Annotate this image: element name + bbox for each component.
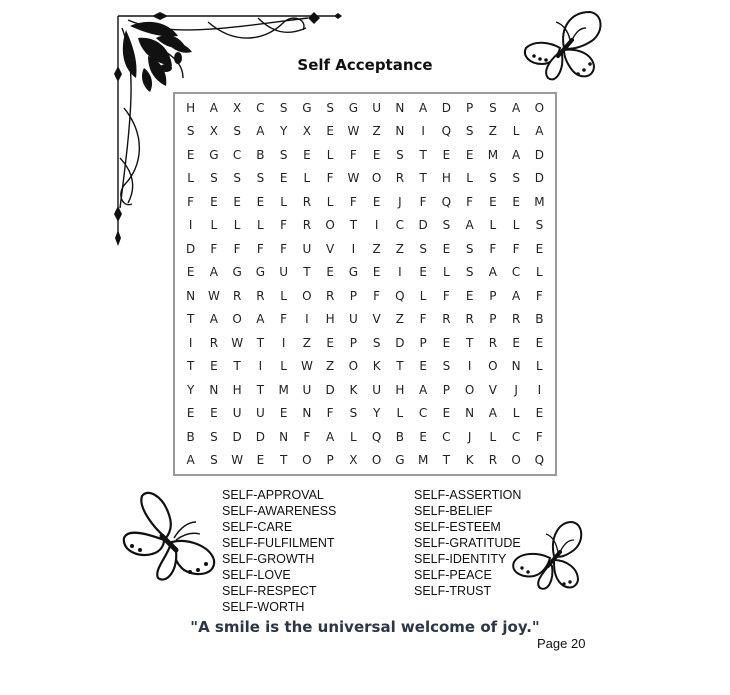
grid-letter-cell: A [256, 124, 265, 139]
grid-letter-cell: N [209, 382, 219, 397]
grid-letter-cell: L [303, 171, 311, 186]
grid-letter-cell: P [489, 288, 497, 303]
grid-letter-cell: R [511, 312, 521, 327]
grid-letter-cell: S [186, 124, 195, 139]
word-list-item: SELF-PEACE [414, 568, 492, 582]
grid-letter-cell: S [535, 218, 544, 233]
grid-letter-cell: T [419, 147, 427, 162]
grid-letter-cell: I [281, 335, 286, 350]
grid-letter-cell: W [300, 359, 313, 374]
grid-letter-cell: S [349, 406, 358, 421]
grid-letter-cell: F [466, 194, 474, 209]
grid-letter-cell: T [419, 171, 427, 186]
grid-letter-cell: F [326, 171, 334, 186]
grid-letter-cell: E [256, 453, 265, 468]
grid-letter-cell: A [535, 124, 544, 139]
grid-letter-cell: S [396, 147, 404, 162]
grid-letter-cell: F [187, 194, 195, 209]
grid-letter-cell: G [232, 265, 242, 280]
grid-letter-cell: A [209, 100, 218, 115]
grid-letter-cell: U [372, 382, 382, 397]
grid-letter-cell: G [302, 100, 312, 115]
word-list-item: SELF-BELIEF [414, 504, 493, 518]
word-list-item: SELF-LOVE [222, 568, 291, 582]
grid-letter-cell: U [302, 241, 312, 256]
word-list-item: SELF-CARE [222, 520, 293, 534]
grid-letter-cell: I [374, 218, 379, 233]
grid-letter-cell: C [511, 429, 521, 444]
grid-letter-cell: E [442, 147, 451, 162]
grid-letter-cell: P [326, 453, 334, 468]
grid-letter-cell: U [302, 382, 312, 397]
grid-letter-cell: D [325, 382, 335, 397]
grid-letter-cell: W [231, 335, 244, 350]
word-list-item: SELF-APPROVAL [222, 488, 324, 502]
grid-letter-cell: V [326, 241, 335, 256]
grid-letter-cell: B [186, 429, 195, 444]
butterfly-illustration-top [520, 8, 606, 88]
grid-letter-cell: I [421, 124, 425, 139]
grid-letter-cell: N [511, 359, 521, 374]
grid-letter-cell: W [207, 288, 220, 303]
grid-letter-cell: P [466, 100, 474, 115]
grid-letter-cell: Q [395, 288, 405, 303]
grid-letter-cell: F [256, 241, 264, 256]
grid-letter-cell: K [372, 359, 381, 374]
grid-letter-cell: N [395, 100, 405, 115]
grid-letter-cell: C [442, 429, 451, 444]
grid-letter-cell: W [347, 171, 360, 186]
grid-letter-cell: R [209, 335, 219, 350]
word-list-left [222, 487, 336, 615]
grid-letter-cell: M [278, 382, 289, 397]
grid-letter-cell: E [326, 265, 334, 280]
grid-letter-cell: L [512, 406, 520, 421]
grid-letter-cell: F [535, 288, 543, 303]
grid-letter-cell: E [372, 147, 381, 162]
grid-letter-cell: E [419, 265, 427, 280]
grid-letter-cell: U [232, 406, 242, 421]
grid-letter-cell: S [465, 124, 474, 139]
grid-letter-cell: I [258, 359, 263, 374]
grid-letter-cell: E [256, 194, 265, 209]
grid-letter-cell: F [442, 288, 450, 303]
grid-letter-cell: R [302, 194, 312, 209]
grid-letter-cell: E [279, 171, 288, 186]
grid-letter-cell: E [512, 335, 520, 350]
grid-letter-cell: E [442, 241, 451, 256]
grid-letter-cell: F [373, 288, 381, 303]
grid-letter-cell: B [256, 147, 265, 162]
word-list-item: SELF-IDENTITY [414, 552, 507, 566]
grid-letter-cell: T [256, 382, 265, 397]
grid-letter-cell: H [186, 100, 196, 115]
word-list-right [414, 487, 521, 599]
grid-letter-cell: A [419, 100, 428, 115]
grid-letter-cell: Z [395, 312, 404, 327]
grid-letter-cell: L [326, 147, 334, 162]
grid-letter-cell: F [280, 312, 288, 327]
grid-letter-cell: N [395, 124, 405, 139]
grid-letter-cell: I [351, 241, 356, 256]
grid-letter-cell: R [302, 218, 312, 233]
grid-letter-cell: E [535, 241, 544, 256]
grid-letter-cell: L [280, 194, 287, 209]
grid-letter-cell: S [210, 429, 218, 444]
grid-letter-cell: B [535, 312, 544, 327]
grid-letter-cell: P [442, 382, 450, 397]
grid-letter-cell: X [233, 100, 242, 115]
puzzle-title: Self Acceptance [297, 56, 433, 74]
grid-letter-cell: S [256, 171, 265, 186]
grid-letter-cell: P [349, 335, 357, 350]
grid-letter-cell: U [348, 312, 358, 327]
grid-letter-cell: C [511, 265, 521, 280]
grid-letter-cell: B [395, 429, 404, 444]
grid-letter-cell: E [489, 194, 497, 209]
grid-letter-cell: G [348, 100, 359, 115]
grid-letter-cell: S [233, 124, 241, 139]
grid-letter-cell: L [257, 218, 264, 233]
grid-letter-cell: H [441, 171, 451, 186]
grid-letter-cell: T [349, 218, 358, 233]
grid-letter-cell: X [209, 124, 218, 139]
grid-letter-cell: Q [441, 124, 452, 139]
grid-letter-cell: D [255, 429, 265, 444]
grid-letter-cell: X [349, 453, 358, 468]
word-search-grid [173, 92, 557, 476]
word-list-item: SELF-ESTEEM [414, 520, 501, 534]
grid-letter-cell: P [349, 288, 357, 303]
grid-letter-cell: C [418, 406, 428, 421]
grid-letter-cell: S [372, 335, 381, 350]
grid-letter-cell: K [349, 382, 358, 397]
grid-letter-cell: S [465, 265, 474, 280]
grid-letter-cell: D [232, 429, 242, 444]
grid-letter-cell: F [349, 194, 357, 209]
grid-letter-cell: E [419, 429, 427, 444]
grid-letter-cell: U [372, 100, 382, 115]
grid-letter-cell: S [512, 171, 520, 186]
grid-letter-cell: M [417, 453, 429, 468]
grid-letter-cell: I [398, 265, 402, 280]
grid-letter-cell: L [326, 194, 334, 209]
grid-letter-cell: I [188, 218, 193, 233]
grid-letter-cell: Z [372, 241, 381, 256]
grid-letter-cell: L [512, 218, 520, 233]
grid-letter-cell: E [210, 194, 218, 209]
grid-letter-cell: G [255, 265, 266, 280]
grid-letter-cell: J [398, 194, 402, 209]
grid-letter-cell: E [372, 265, 381, 280]
grid-letter-cell: E [512, 194, 520, 209]
grid-letter-cell: Z [326, 359, 335, 374]
grid-letter-cell: R [488, 453, 498, 468]
grid-letter-cell: A [465, 218, 474, 233]
grid-letter-cell: A [209, 265, 218, 280]
grid-letter-cell: L [187, 171, 194, 186]
grid-letter-cell: F [419, 194, 427, 209]
grid-letter-cell: T [186, 359, 195, 374]
grid-letter-cell: E [326, 335, 334, 350]
grid-letter-cell: F [512, 241, 520, 256]
grid-letter-cell: R [442, 312, 451, 327]
grid-letter-cell: O [371, 453, 382, 468]
grid-letter-cell: T [442, 453, 451, 468]
grid-letter-cell: L [536, 265, 543, 280]
grid-letter-cell: O [488, 359, 498, 374]
grid-letter-cell: E [535, 406, 544, 421]
grid-letter-cell: H [325, 312, 335, 327]
grid-letter-cell: L [443, 265, 450, 280]
grid-letter-cell: S [489, 100, 497, 115]
grid-letter-cell: L [489, 429, 497, 444]
word-list-item: SELF-WORTH [222, 600, 305, 614]
grid-letter-cell: N [186, 288, 196, 303]
grid-letter-cell: F [349, 147, 357, 162]
grid-letter-cell: E [186, 265, 195, 280]
grid-letter-cell: F [233, 241, 241, 256]
grid-letter-cell: J [514, 382, 518, 397]
grid-letter-cell: L [233, 218, 241, 233]
grid-letter-cell: L [210, 218, 218, 233]
grid-letter-cell: Y [186, 382, 195, 397]
grid-letter-cell: E [210, 406, 218, 421]
grid-letter-cell: T [396, 359, 404, 374]
grid-letter-cell: E [326, 124, 334, 139]
grid-letter-cell: W [231, 453, 244, 468]
grid-letter-cell: Q [534, 453, 545, 468]
grid-letter-cell: O [232, 312, 242, 327]
grid-letter-cell: S [419, 241, 427, 256]
grid-letter-cell: S [233, 171, 241, 186]
grid-letter-cell: S [465, 241, 474, 256]
grid-letter-cell: E [465, 147, 474, 162]
grid-letter-cell: L [280, 359, 287, 374]
grid-letter-cell: G [395, 453, 405, 468]
grid-letter-cell: S [210, 453, 218, 468]
grid-letter-cell: N [279, 429, 289, 444]
grid-letter-cell: I [467, 359, 472, 374]
grid-letter-cell: Y [372, 406, 381, 421]
grid-letter-cell: H [232, 382, 242, 397]
grid-letter-cell: W [347, 124, 360, 139]
grid-letter-cell: M [487, 147, 499, 162]
grid-letter-cell: F [280, 241, 288, 256]
grid-letter-cell: S [279, 147, 288, 162]
grid-letter-cell: G [348, 265, 359, 280]
grid-letter-cell: A [488, 265, 497, 280]
grid-letter-cell: F [419, 312, 427, 327]
grid-letter-cell: F [210, 241, 218, 256]
grid-letter-cell: L [536, 359, 543, 374]
grid-letter-cell: V [488, 382, 497, 397]
grid-letter-cell: A [186, 453, 195, 468]
grid-letter-cell: Z [372, 124, 381, 139]
word-list-item: SELF-FULFILMENT [222, 536, 335, 550]
grid-letter-cell: L [419, 288, 427, 303]
grid-letter-cell: D [395, 335, 405, 350]
grid-letter-cell: E [419, 359, 427, 374]
grid-letter-cell: F [280, 218, 288, 233]
grid-letter-cell: E [442, 406, 451, 421]
grid-letter-cell: P [489, 312, 497, 327]
grid-letter-cell: O [511, 453, 521, 468]
grid-letter-cell: D [441, 100, 451, 115]
grid-letter-cell: T [279, 453, 288, 468]
grid-letter-cell: E [303, 147, 311, 162]
grid-letter-cell: X [302, 124, 311, 139]
letter-grid [179, 96, 551, 472]
grid-letter-cell: T [233, 359, 241, 374]
grid-letter-cell: R [488, 335, 498, 350]
grid-letter-cell: K [465, 453, 474, 468]
grid-letter-cell: L [512, 124, 520, 139]
grid-letter-cell: E [465, 288, 474, 303]
grid-letter-cell: C [232, 147, 242, 162]
word-list-item: SELF-TRUST [414, 584, 492, 598]
butterfly-illustration-left [118, 488, 220, 584]
grid-letter-cell: E [233, 194, 241, 209]
grid-letter-cell: U [255, 406, 265, 421]
grid-letter-cell: J [467, 429, 472, 444]
grid-letter-cell: F [303, 429, 311, 444]
grid-letter-cell: L [466, 171, 473, 186]
grid-letter-cell: E [442, 335, 451, 350]
grid-letter-cell: A [512, 147, 521, 162]
grid-letter-cell: O [348, 359, 359, 374]
grid-letter-cell: E [535, 335, 544, 350]
grid-letter-cell: P [419, 335, 427, 350]
grid-letter-cell: E [186, 406, 195, 421]
word-list-item: SELF-RESPECT [222, 584, 317, 598]
grid-letter-cell: M [534, 194, 545, 209]
grid-letter-cell: S [279, 100, 288, 115]
grid-letter-cell: T [186, 312, 195, 327]
grid-letter-cell: R [256, 288, 265, 303]
word-list-item: SELF-ASSERTION [414, 488, 522, 502]
grid-letter-cell: L [489, 218, 497, 233]
grid-letter-cell: T [465, 335, 474, 350]
grid-letter-cell: O [302, 288, 312, 303]
grid-letter-cell: E [279, 406, 288, 421]
page-number: Page 20 [537, 636, 586, 651]
grid-letter-cell: E [186, 147, 195, 162]
grid-letter-cell: Q [371, 429, 382, 444]
grid-letter-cell: S [442, 218, 451, 233]
grid-letter-cell: I [188, 335, 193, 350]
grid-letter-cell: N [302, 406, 312, 421]
grid-letter-cell: A [256, 312, 265, 327]
grid-letter-cell: A [419, 382, 428, 397]
grid-letter-cell: C [256, 100, 265, 115]
grid-letter-cell: C [395, 218, 405, 233]
grid-letter-cell: T [303, 265, 311, 280]
grid-letter-cell: A [512, 100, 521, 115]
grid-letter-cell: O [325, 218, 335, 233]
grid-letter-cell: E [372, 194, 381, 209]
grid-letter-cell: G [209, 147, 219, 162]
grid-letter-cell: A [209, 312, 218, 327]
grid-letter-cell: U [279, 265, 289, 280]
grid-letter-cell: S [326, 100, 334, 115]
grid-letter-cell: S [210, 171, 218, 186]
grid-letter-cell: E [210, 359, 218, 374]
grid-letter-cell: N [465, 406, 475, 421]
quote-text: "A smile is the universal welcome of joy." [190, 618, 540, 636]
grid-letter-cell: Z [488, 124, 497, 139]
grid-letter-cell: O [464, 382, 475, 397]
grid-letter-cell: O [302, 453, 312, 468]
word-list-item: SELF-GROWTH [222, 552, 315, 566]
grid-letter-cell: F [489, 241, 497, 256]
grid-letter-cell: Y [279, 124, 288, 139]
grid-letter-cell: H [395, 382, 405, 397]
grid-letter-cell: D [534, 147, 544, 162]
grid-letter-cell: A [512, 288, 521, 303]
grid-letter-cell: L [396, 406, 404, 421]
grid-letter-cell: D [534, 171, 544, 186]
grid-letter-cell: V [372, 312, 381, 327]
grid-letter-cell: R [232, 288, 242, 303]
grid-letter-cell: R [465, 312, 474, 327]
grid-letter-cell: O [371, 171, 382, 186]
grid-letter-cell: L [350, 429, 357, 444]
grid-letter-cell: L [280, 288, 287, 303]
grid-letter-cell: R [395, 171, 405, 186]
grid-letter-cell: A [488, 406, 497, 421]
grid-letter-cell: O [534, 100, 545, 115]
grid-letter-cell: S [442, 359, 451, 374]
grid-letter-cell: F [326, 406, 334, 421]
grid-letter-cell: S [489, 171, 497, 186]
grid-letter-cell: I [305, 312, 309, 327]
grid-letter-cell: D [418, 218, 428, 233]
grid-letter-cell: R [325, 288, 335, 303]
grid-letter-cell: A [326, 429, 335, 444]
word-list-item: SELF-GRATITUDE [414, 536, 521, 550]
grid-letter-cell: Q [441, 194, 452, 209]
grid-letter-cell: I [537, 382, 542, 397]
grid-letter-cell: T [256, 335, 265, 350]
grid-letter-cell: Z [302, 335, 311, 350]
grid-letter-cell: D [186, 241, 196, 256]
grid-letter-cell: F [535, 429, 543, 444]
word-list-item: SELF-AWARENESS [222, 504, 337, 518]
grid-letter-cell: Z [395, 241, 404, 256]
